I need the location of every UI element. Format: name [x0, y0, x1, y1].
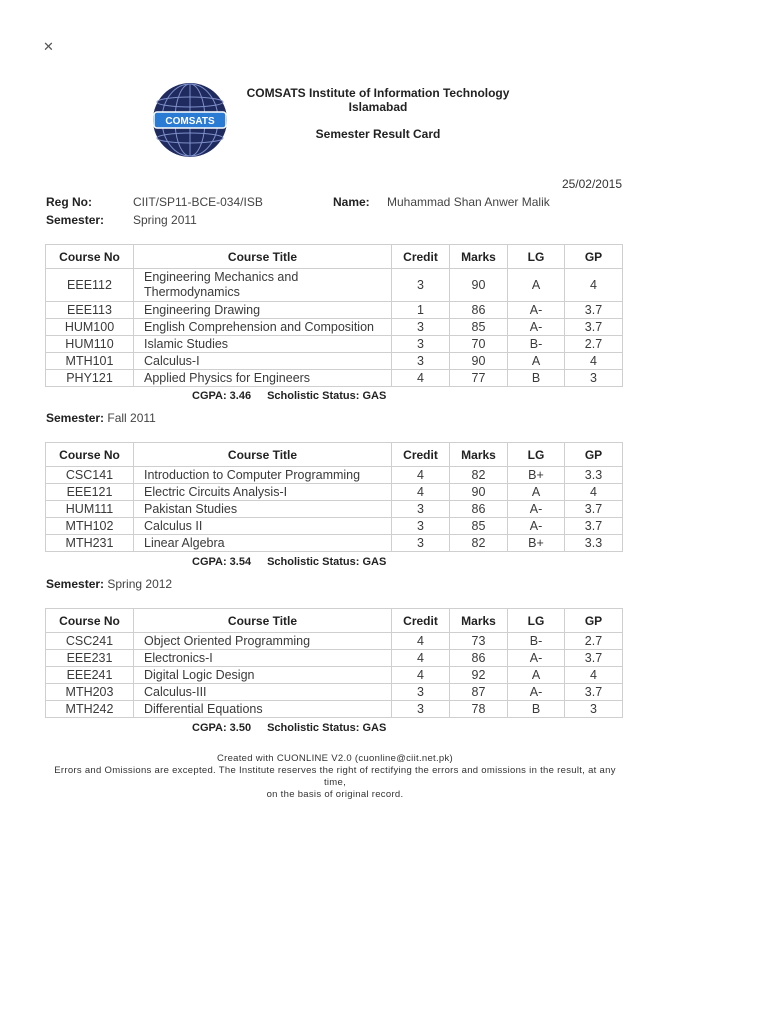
semester-label: Semester:	[46, 577, 105, 591]
grade-point: 3.7	[565, 684, 623, 701]
marks: 92	[450, 667, 508, 684]
credit: 3	[392, 336, 450, 353]
col-marks: Marks	[450, 443, 508, 467]
footer-disclaimer: Errors and Omissions are excepted. The Institute reserves the right of rectifying the errors and omissions in the result, at any time,	[54, 765, 616, 788]
table-row	[46, 319, 623, 336]
semester-heading	[46, 577, 172, 591]
grade-point: 3.7	[565, 302, 623, 319]
letter-grade: B	[508, 701, 565, 718]
course-title: Digital Logic Design	[134, 667, 392, 684]
course-title: Applied Physics for Engineers	[134, 370, 392, 387]
table-header-row	[46, 443, 623, 467]
marks: 82	[450, 535, 508, 552]
col-gp: GP	[565, 443, 623, 467]
credit: 3	[392, 269, 450, 302]
col-gp: GP	[565, 609, 623, 633]
campus-name: Islamabad	[348, 100, 408, 114]
col-lg: LG	[508, 245, 565, 269]
marks: 78	[450, 701, 508, 718]
course-no: MTH101	[46, 353, 134, 370]
table-row	[46, 269, 623, 302]
course-title: Engineering Drawing	[134, 302, 392, 319]
grade-point: 3.7	[565, 319, 623, 336]
col-lg: LG	[508, 609, 565, 633]
semester-name: Spring 2012	[107, 577, 173, 591]
result-table-spring-2011	[45, 244, 623, 387]
table-row	[46, 484, 623, 501]
grade-point: 3.7	[565, 501, 623, 518]
col-credit: Credit	[392, 609, 450, 633]
course-title: Engineering Mechanics and Thermodynamics	[134, 269, 392, 302]
col-course-title: Course Title	[134, 245, 392, 269]
scholastic-status: Scholistic Status: GAS	[267, 722, 387, 734]
course-title: Introduction to Computer Programming	[134, 467, 392, 484]
issue-date: 25/02/2015	[561, 177, 622, 191]
letter-grade: B	[508, 370, 565, 387]
credit: 1	[392, 302, 450, 319]
course-no: MTH203	[46, 684, 134, 701]
course-title: Differential Equations	[134, 701, 392, 718]
close-icon[interactable]: ✕	[43, 39, 54, 54]
col-lg: LG	[508, 443, 565, 467]
grade-point: 4	[565, 269, 623, 302]
semester-name: Fall 2011	[107, 411, 156, 425]
semester-name: Spring 2011	[133, 213, 197, 227]
marks: 86	[450, 650, 508, 667]
table-row	[46, 501, 623, 518]
course-title: Electric Circuits Analysis-I	[134, 484, 392, 501]
course-no: MTH231	[46, 535, 134, 552]
cgpa-value: CGPA: 3.50	[192, 722, 252, 734]
grade-point: 4	[565, 484, 623, 501]
table-header-row	[46, 245, 623, 269]
course-title: Calculus II	[134, 518, 392, 535]
cgpa-value: CGPA: 3.46	[192, 390, 252, 402]
grade-point: 4	[565, 353, 623, 370]
table-row	[46, 370, 623, 387]
logo-text: COMSATS	[165, 116, 215, 127]
letter-grade: B-	[508, 633, 565, 650]
table-row	[46, 302, 623, 319]
course-no: HUM111	[46, 501, 134, 518]
table-row	[46, 684, 623, 701]
course-title: Linear Algebra	[134, 535, 392, 552]
name-label: Name:	[333, 195, 370, 209]
credit: 3	[392, 518, 450, 535]
marks: 86	[450, 501, 508, 518]
letter-grade: A-	[508, 302, 565, 319]
table-row	[46, 518, 623, 535]
table-row	[46, 353, 623, 370]
letter-grade: A-	[508, 319, 565, 336]
course-title: Object Oriented Programming	[134, 633, 392, 650]
marks: 70	[450, 336, 508, 353]
letter-grade: A	[508, 667, 565, 684]
cgpa-summary	[192, 390, 402, 402]
grade-point: 3.7	[565, 650, 623, 667]
col-marks: Marks	[450, 609, 508, 633]
marks: 82	[450, 467, 508, 484]
col-course-title: Course Title	[134, 443, 392, 467]
course-no: MTH242	[46, 701, 134, 718]
credit: 3	[392, 701, 450, 718]
semester-label: Semester:	[46, 213, 105, 227]
cgpa-summary	[192, 556, 402, 568]
course-no: EEE121	[46, 484, 134, 501]
col-course-no: Course No	[46, 443, 134, 467]
marks: 86	[450, 302, 508, 319]
semester-label: Semester:	[46, 411, 105, 425]
table-row	[46, 667, 623, 684]
table-row	[46, 467, 623, 484]
table-row	[46, 701, 623, 718]
course-no: EEE231	[46, 650, 134, 667]
credit: 3	[392, 353, 450, 370]
reg-value: CIIT/SP11-BCE-034/ISB	[133, 195, 263, 209]
credit: 3	[392, 535, 450, 552]
marks: 90	[450, 269, 508, 302]
marks: 85	[450, 319, 508, 336]
result-table-spring-2012	[45, 608, 623, 718]
grade-point: 2.7	[565, 336, 623, 353]
footer-created-with: Created with CUONLINE V2.0 (cuonline@ciit.net.pk)	[216, 753, 454, 764]
result-table-fall-2011	[45, 442, 623, 552]
scholastic-status: Scholistic Status: GAS	[267, 556, 387, 568]
table-row	[46, 336, 623, 353]
letter-grade: A	[508, 353, 565, 370]
credit: 4	[392, 467, 450, 484]
course-no: EEE241	[46, 667, 134, 684]
credit: 4	[392, 370, 450, 387]
marks: 87	[450, 684, 508, 701]
cgpa-value: CGPA: 3.54	[192, 556, 252, 568]
col-marks: Marks	[450, 245, 508, 269]
letter-grade: A	[508, 269, 565, 302]
table-row	[46, 633, 623, 650]
col-credit: Credit	[392, 245, 450, 269]
letter-grade: B-	[508, 336, 565, 353]
letter-grade: A-	[508, 518, 565, 535]
grade-point: 3	[565, 701, 623, 718]
col-course-no: Course No	[46, 245, 134, 269]
grade-point: 3.7	[565, 518, 623, 535]
course-no: PHY121	[46, 370, 134, 387]
course-no: MTH102	[46, 518, 134, 535]
scholastic-status: Scholistic Status: GAS	[267, 390, 387, 402]
doc-title: Semester Result Card	[315, 127, 441, 141]
course-title: Islamic Studies	[134, 336, 392, 353]
grade-point: 3.3	[565, 467, 623, 484]
marks: 90	[450, 484, 508, 501]
letter-grade: A	[508, 484, 565, 501]
credit: 3	[392, 684, 450, 701]
grade-point: 2.7	[565, 633, 623, 650]
course-title: Electronics-I	[134, 650, 392, 667]
marks: 85	[450, 518, 508, 535]
table-row	[46, 535, 623, 552]
course-title: Calculus-I	[134, 353, 392, 370]
semester-heading	[46, 411, 156, 425]
letter-grade: A-	[508, 650, 565, 667]
grade-point: 4	[565, 667, 623, 684]
course-no: CSC141	[46, 467, 134, 484]
course-no: HUM100	[46, 319, 134, 336]
table-row	[46, 650, 623, 667]
footer-notes	[45, 753, 625, 801]
col-course-no: Course No	[46, 609, 134, 633]
letter-grade: A-	[508, 501, 565, 518]
credit: 4	[392, 633, 450, 650]
credit: 3	[392, 501, 450, 518]
credit: 4	[392, 650, 450, 667]
cgpa-summary	[192, 722, 402, 734]
course-title: Calculus-III	[134, 684, 392, 701]
marks: 73	[450, 633, 508, 650]
letter-grade: B+	[508, 535, 565, 552]
footer-basis: on the basis of original record.	[266, 789, 404, 800]
grade-point: 3	[565, 370, 623, 387]
course-no: EEE112	[46, 269, 134, 302]
course-no: HUM110	[46, 336, 134, 353]
col-course-title: Course Title	[134, 609, 392, 633]
letter-grade: B+	[508, 467, 565, 484]
name-value: Muhammad Shan Anwer Malik	[387, 195, 550, 209]
col-credit: Credit	[392, 443, 450, 467]
credit: 4	[392, 667, 450, 684]
table-header-row	[46, 609, 623, 633]
reg-label: Reg No:	[46, 195, 92, 209]
course-title: Pakistan Studies	[134, 501, 392, 518]
letter-grade: A-	[508, 684, 565, 701]
grade-point: 3.3	[565, 535, 623, 552]
marks: 77	[450, 370, 508, 387]
course-no: CSC241	[46, 633, 134, 650]
credit: 4	[392, 484, 450, 501]
institute-name: COMSATS Institute of Information Technology	[246, 86, 510, 100]
course-title: English Comprehension and Composition	[134, 319, 392, 336]
credit: 3	[392, 319, 450, 336]
marks: 90	[450, 353, 508, 370]
course-no: EEE113	[46, 302, 134, 319]
col-gp: GP	[565, 245, 623, 269]
